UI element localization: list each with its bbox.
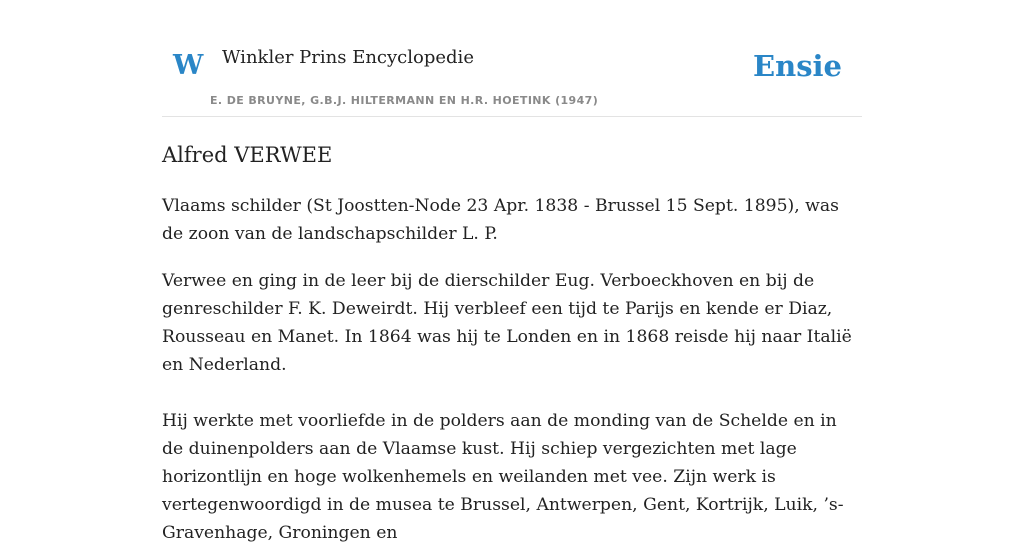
article-paragraph: Vlaams schilder (St Joostten-Node 23 Apr. 1838 - Brussel 15 Sept. 1895), was de zoon van de landschapschilder L. P. [162,196,839,244]
winkler-prins-logo[interactable]: W [173,50,204,81]
source-title[interactable]: Winkler Prins Encyclopedie [222,47,474,68]
article-paragraph: Verwee en ging in de leer bij de dierschilder Eug. Verboeckhoven en bij de genreschilder F. K. Deweirdt. Hij verbleef een tijd te Parijs en kende er Diaz, Rousseau en Manet. In 1864 was hij te Londen en in 1868 reisde hij naar Italië en Nederland. [162,271,852,375]
source-authors: E. DE BRUYNE, G.B.J. HILTERMANN EN H.R. HOETINK (1947) [210,94,599,107]
article [162,139,862,547]
article-title: Alfred VERWEE [162,143,333,167]
article-paragraph: Hij werkte met voorliefde in de polders aan de monding van de Schelde en in de duinenpolders aan de Vlaamse kust. Hij schiep vergezichten met lage horizontlijn en hoge wolkenhemels en weilanden met vee. Zijn werk is vertegenwoordigd in de musea te Brussel, Antwerpen, Gent, Kortrijk, Luik, ’s-Gravenhage, Groningen en [162,411,844,543]
ensie-logo[interactable]: Ensie [753,49,842,83]
source-header [162,0,862,117]
